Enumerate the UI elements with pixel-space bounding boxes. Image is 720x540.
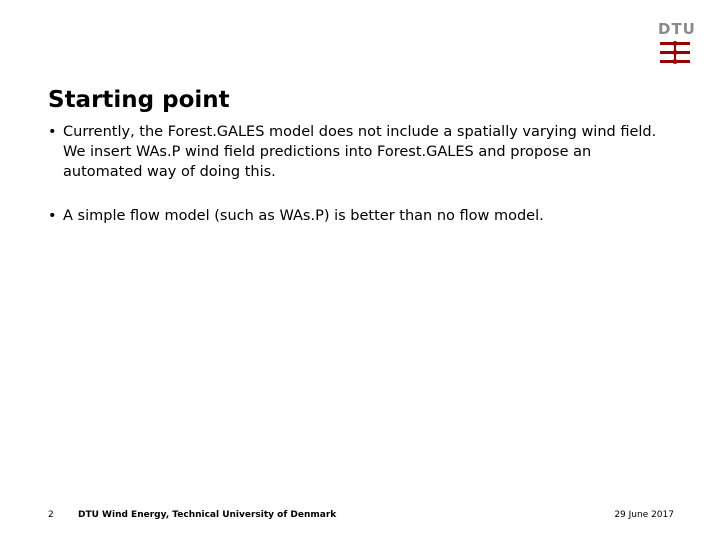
bullet-text: A simple flow model (such as WAs.P) is better than no flow model. [63, 208, 544, 224]
bullet-text: Currently, the Forest.GALES model does not include a spatially varying wind field. We insert WAs.P wind field predictions into Forest.GALES and propose an automated way of doing this. [63, 124, 657, 180]
bullet-item [46, 122, 666, 182]
bullet-list [46, 122, 666, 226]
dtu-logo-mark [660, 41, 690, 64]
logo-stem-2 [674, 54, 676, 60]
logo-stem-1 [674, 45, 676, 51]
dtu-logo-text: DTU [658, 20, 696, 38]
dtu-logo [658, 20, 696, 64]
dtu-logo-mark-icon [660, 41, 690, 64]
bullet-icon: • [48, 208, 57, 224]
bullet-icon: • [48, 124, 57, 140]
page-number: 2 [48, 510, 54, 520]
bullet-item [46, 206, 666, 226]
footer-date: 29 June 2017 [614, 510, 674, 520]
footer-affiliation: DTU Wind Energy, Technical University of Denmark [78, 510, 337, 520]
slide-title: Starting point [48, 87, 230, 113]
